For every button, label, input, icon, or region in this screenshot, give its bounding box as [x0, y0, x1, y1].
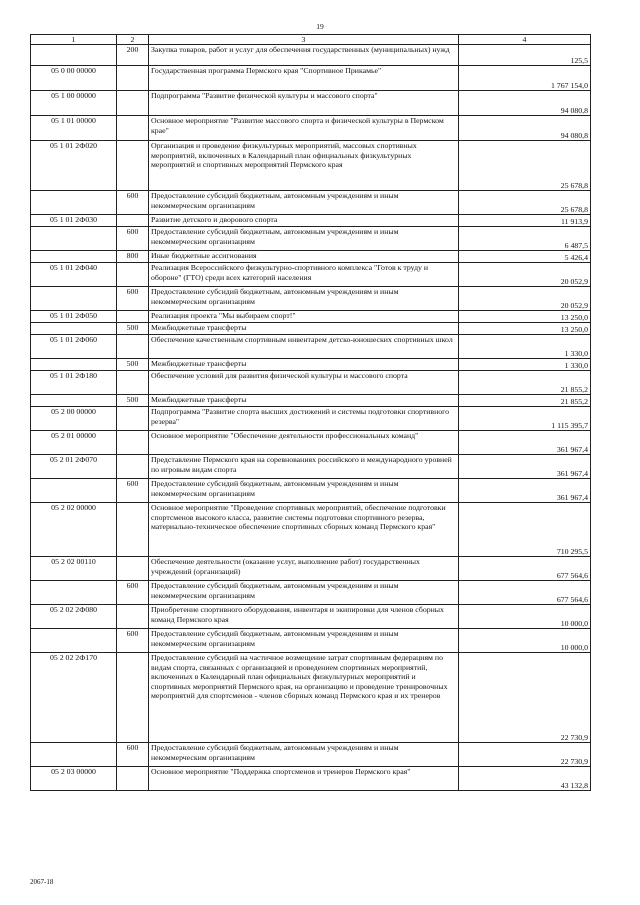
table-row	[31, 629, 591, 653]
item-name-cell: Предоставление субсидий бюджетным, автономным учреждениям и иным некоммерческим организациям	[149, 629, 459, 653]
amount-cell: 1 330,0	[459, 335, 591, 359]
table-row	[31, 263, 591, 287]
target-code-cell: 05 1 01 2Ф020	[31, 141, 117, 191]
expense-type-cell	[117, 263, 149, 287]
target-code-cell	[31, 251, 117, 263]
amount-cell: 677 564,6	[459, 557, 591, 581]
item-name-cell: Основное мероприятие "Поддержка спортсменов и тренеров Пермского края"	[149, 767, 459, 791]
item-name-cell: Основное мероприятие "Обеспечение деятельности профессиональных команд"	[149, 431, 459, 455]
table-row	[31, 141, 591, 191]
target-code-cell: 05 1 00 00000	[31, 91, 117, 116]
table-row	[31, 503, 591, 557]
table-row	[31, 311, 591, 323]
target-code-cell: 05 1 01 2Ф180	[31, 371, 117, 395]
header-row	[31, 35, 591, 45]
item-name-cell: Предоставление субсидий бюджетным, автономным учреждениям и иным некоммерческим организациям	[149, 581, 459, 605]
page-number: 19	[316, 22, 324, 31]
header-col-3: 3	[149, 35, 459, 45]
expense-type-cell	[117, 141, 149, 191]
item-name-cell: Закупка товаров, работ и услуг для обеспечения государственных (муниципальных) нужд	[149, 45, 459, 66]
expense-type-cell: 500	[117, 359, 149, 371]
expense-type-cell	[117, 431, 149, 455]
target-code-cell	[31, 359, 117, 371]
target-code-cell: 05 2 02 2Ф080	[31, 605, 117, 629]
document-code: 2067-18	[30, 878, 54, 886]
amount-cell: 1 767 154,0	[459, 66, 591, 91]
amount-cell: 20 052,9	[459, 263, 591, 287]
amount-cell: 20 052,9	[459, 287, 591, 311]
target-code-cell: 05 1 01 00000	[31, 116, 117, 141]
amount-cell: 94 080,8	[459, 116, 591, 141]
table-row	[31, 227, 591, 251]
table-row	[31, 215, 591, 227]
item-name-cell: Развитие детского и дворового спорта	[149, 215, 459, 227]
item-name-cell: Предоставление субсидий бюджетным, автономным учреждениям и иным некоммерческим организациям	[149, 287, 459, 311]
table-row	[31, 557, 591, 581]
expense-type-cell: 600	[117, 743, 149, 767]
table-row	[31, 116, 591, 141]
amount-cell: 10 000,0	[459, 629, 591, 653]
expense-type-cell: 600	[117, 227, 149, 251]
amount-cell: 677 564,6	[459, 581, 591, 605]
target-code-cell: 05 1 01 2Ф030	[31, 215, 117, 227]
amount-cell: 25 678,8	[459, 141, 591, 191]
item-name-cell: Предоставление субсидий бюджетным, автономным учреждениям и иным некоммерческим организациям	[149, 191, 459, 215]
item-name-cell: Представление Пермского края на соревнованиях российского и международного уровней по игровым видам спорта	[149, 455, 459, 479]
amount-cell: 13 250,0	[459, 323, 591, 335]
amount-cell: 361 967,4	[459, 431, 591, 455]
amount-cell: 1 330,0	[459, 359, 591, 371]
target-code-cell: 05 1 01 2Ф060	[31, 335, 117, 359]
expense-type-cell	[117, 371, 149, 395]
expense-type-cell	[117, 116, 149, 141]
table-row	[31, 45, 591, 66]
table-row	[31, 66, 591, 91]
amount-cell: 11 913,9	[459, 215, 591, 227]
table-row	[31, 767, 591, 791]
amount-cell: 5 426,4	[459, 251, 591, 263]
expense-type-cell	[117, 215, 149, 227]
target-code-cell	[31, 191, 117, 215]
item-name-cell: Иные бюджетные ассигнования	[149, 251, 459, 263]
target-code-cell	[31, 581, 117, 605]
table-row	[31, 605, 591, 629]
table-row	[31, 479, 591, 503]
header-col-2: 2	[117, 35, 149, 45]
expense-type-cell: 600	[117, 581, 149, 605]
amount-cell: 10 000,0	[459, 605, 591, 629]
table-row	[31, 251, 591, 263]
table-row	[31, 91, 591, 116]
target-code-cell: 05 2 01 2Ф070	[31, 455, 117, 479]
target-code-cell: 05 2 03 00000	[31, 767, 117, 791]
expense-type-cell	[117, 653, 149, 743]
target-code-cell	[31, 629, 117, 653]
expense-type-cell	[117, 311, 149, 323]
target-code-cell	[31, 323, 117, 335]
item-name-cell: Основное мероприятие "Проведение спортивных мероприятий, обеспечение подготовки спортсменов высокого класса, развитие системы подготовки спортивного резерва, материально-техническое обеспечение спортивных сборных команд Пермского края"	[149, 503, 459, 557]
amount-cell: 710 295,5	[459, 503, 591, 557]
expense-type-cell	[117, 455, 149, 479]
item-name-cell: Государственная программа Пермского края "Спортивное Прикамье"	[149, 66, 459, 91]
table-row	[31, 395, 591, 407]
expense-type-cell: 500	[117, 323, 149, 335]
amount-cell: 6 487,5	[459, 227, 591, 251]
item-name-cell: Подпрограмма "Развитие спорта высших достижений и системы подготовки спортивного резерва"	[149, 407, 459, 431]
expense-type-cell	[117, 407, 149, 431]
amount-cell: 22 730,9	[459, 743, 591, 767]
item-name-cell: Обеспечение деятельности (оказание услуг, выполнение работ) государственных учреждений (организаций)	[149, 557, 459, 581]
item-name-cell: Межбюджетные трансферты	[149, 395, 459, 407]
expense-type-cell: 600	[117, 629, 149, 653]
table-row	[31, 431, 591, 455]
expense-type-cell: 600	[117, 287, 149, 311]
target-code-cell	[31, 45, 117, 66]
table-row	[31, 581, 591, 605]
target-code-cell: 05 0 00 00000	[31, 66, 117, 91]
item-name-cell: Предоставление субсидий бюджетным, автономным учреждениям и иным некоммерческим организациям	[149, 743, 459, 767]
table-row	[31, 743, 591, 767]
target-code-cell: 05 2 02 00000	[31, 503, 117, 557]
target-code-cell	[31, 287, 117, 311]
amount-cell: 13 250,0	[459, 311, 591, 323]
table-row	[31, 287, 591, 311]
target-code-cell: 05 2 00 00000	[31, 407, 117, 431]
item-name-cell: Организация и проведение физкультурных мероприятий, массовых спортивных мероприятий, включенных в Календарный план официальных физкультурных мероприятий и спортивных мероприятий Пермского края	[149, 141, 459, 191]
item-name-cell: Предоставление субсидий бюджетным, автономным учреждениям и иным некоммерческим организациям	[149, 227, 459, 251]
expense-type-cell	[117, 503, 149, 557]
expense-type-cell	[117, 91, 149, 116]
item-name-cell: Предоставление субсидий на частичное возмещение затрат спортивным федерациям по видам спорта, связанных с организацией и проведением спортивных мероприятий, включенных в Календарный план официальных физкультурных мероприятий и спортивных мероприятий Пермского края, на организацию и проведение тренировочных мероприятий для спортсменов - членов сборных команд Пермского края и их тренеров	[149, 653, 459, 743]
target-code-cell	[31, 395, 117, 407]
amount-cell: 22 730,9	[459, 653, 591, 743]
expense-type-cell: 600	[117, 191, 149, 215]
amount-cell: 125,5	[459, 45, 591, 66]
item-name-cell: Обеспечение условий для развития физической культуры и массового спорта	[149, 371, 459, 395]
target-code-cell	[31, 479, 117, 503]
table-body	[31, 45, 591, 791]
amount-cell: 1 115 395,7	[459, 407, 591, 431]
expense-type-cell: 500	[117, 395, 149, 407]
item-name-cell: Предоставление субсидий бюджетным, автономным учреждениям и иным некоммерческим организациям	[149, 479, 459, 503]
item-name-cell: Обеспечение качественным спортивным инвентарем детско-юношеских спортивных школ	[149, 335, 459, 359]
expense-type-cell	[117, 557, 149, 581]
table-row	[31, 407, 591, 431]
amount-cell: 94 080,8	[459, 91, 591, 116]
amount-cell: 25 678,8	[459, 191, 591, 215]
item-name-cell: Межбюджетные трансферты	[149, 323, 459, 335]
target-code-cell: 05 2 01 00000	[31, 431, 117, 455]
amount-cell: 361 967,4	[459, 455, 591, 479]
expense-type-cell: 600	[117, 479, 149, 503]
header-col-1: 1	[31, 35, 117, 45]
table-row	[31, 359, 591, 371]
table-row	[31, 371, 591, 395]
target-code-cell: 05 1 01 2Ф050	[31, 311, 117, 323]
table-row	[31, 191, 591, 215]
target-code-cell: 05 1 01 2Ф040	[31, 263, 117, 287]
amount-cell: 361 967,4	[459, 479, 591, 503]
expense-type-cell: 200	[117, 45, 149, 66]
target-code-cell: 05 2 02 2Ф170	[31, 653, 117, 743]
item-name-cell: Межбюджетные трансферты	[149, 359, 459, 371]
item-name-cell: Приобретение спортивного оборудования, инвентаря и экипировки для членов сборных команд Пермского края	[149, 605, 459, 629]
budget-table	[30, 34, 591, 791]
target-code-cell	[31, 743, 117, 767]
header-col-4: 4	[459, 35, 591, 45]
item-name-cell: Подпрограмма "Развитие физической культуры и массового спорта"	[149, 91, 459, 116]
expense-type-cell	[117, 605, 149, 629]
expense-type-cell	[117, 335, 149, 359]
table-row	[31, 653, 591, 743]
target-code-cell: 05 2 02 00110	[31, 557, 117, 581]
expense-type-cell	[117, 767, 149, 791]
expense-type-cell: 800	[117, 251, 149, 263]
item-name-cell: Реализация проекта "Мы выбираем спорт!"	[149, 311, 459, 323]
amount-cell: 21 855,2	[459, 371, 591, 395]
amount-cell: 43 132,8	[459, 767, 591, 791]
table-row	[31, 323, 591, 335]
amount-cell: 21 855,2	[459, 395, 591, 407]
table-row	[31, 455, 591, 479]
target-code-cell	[31, 227, 117, 251]
item-name-cell: Реализация Всероссийского физкультурно-спортивного комплекса "Готов к труду и обороне" (ГТО) среди всех категорий населения	[149, 263, 459, 287]
item-name-cell: Основное мероприятие "Развитие массового спорта и физической культуры в Пермском крае"	[149, 116, 459, 141]
expense-type-cell	[117, 66, 149, 91]
table-row	[31, 335, 591, 359]
